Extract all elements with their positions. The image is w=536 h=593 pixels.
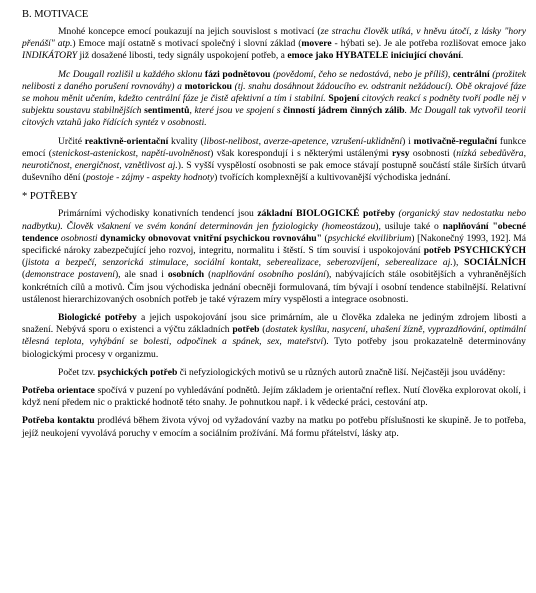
- paragraph-reaktivni-kvality: Určité reaktivně-orientační kvality (libost-nelibost, averze-apetence, vzrušení-uklidnění) i motivačně-regulační funkce emocí (stenickost-astenickost, napětí-uvolněnost) však korespondují i s některými ustálenými rysy osobnosti (nízká sebedůvěra, neurotičnost, energičnost, vznětlivost aj.). S vyšší vyspělostí osobnosti se pak emoce stávají postupně součástí stále širších útvarů duševního dění (postoje - zájmy - aspekty hodnoty) tvořících komplexnější a kultivovanější východiska jednání.: [22, 135, 526, 184]
- paragraph-motivace-intro: Mnohé koncepce emocí poukazují na jejich souvislost s motivací (ze strachu člověk utíká, v hněvu útočí, z lásky "hory přenáší" atp.) Emoce mají ostatně s motivací společný i slovní základ (movere - hýbati se). Je ale potřeba rozlišovat emoce jako INDIKÁTORY již dosažené libosti, tedy signály uspokojení potřeb, a emoce jako HYBATELE iniciující chování.: [22, 26, 526, 62]
- paragraph-mcdougall: Mc Dougall rozlišil u každého sklonu fázi podnětovou (povědomí, čeho se nedostává, nebo je příliš), centrální (prožitek nelibosti z daného porušení rovnováhy) a motorickou (tj. snahu dosáhnout žádoucího ev. odstranit nežádoucí). Obě okrajové fáze se mohou měnit učením, kdežto centrální fáze je čistě afektivní a tím i stabilní. Spojení citových reakcí s podněty tvoří podle něj v subjektu soustavu stabilnějších sentimentů, které jsou ve spojení s činností jádrem činných zálib. Mc Dougall tak vytvořil teorii citových vztahů jako řídících syntéz v osobnosti.: [22, 68, 526, 129]
- paragraph-potreba-orientace: Potřeba orientace spočívá v puzení po vyhledávání podnětů. Jejím základem je orientační reflex. Nutí člověka explorovat okolí, i když není předem nic o praktické hodnotě této snahy. Je pohnutkou např. i k vědecké práci, cestování atp.: [22, 385, 526, 409]
- paragraph-primarni-vychodiska: Primárními východisky konativních tendencí jsou základní BIOLOGICKÉ potřeby (organický stav nedostatku nebo nadbytku). Člověk všaknení ve svém konání determinován jen fyziologicky (homeostázou), usiluje také o naplňování "obecné tendence osobnosti dynamicky obnovovat vnitřní psychickou rovnováhu" (psychické ekvilibrium) [Nakonečný 1993, 192]. Má specifické nároky zabezpečující jeho rozvoj, integritu, normalitu i štěstí. S tím souvisí i uspokojování potřeb PSYCHICKÝCH (jistota a bezpečí, senzorická stimulace, sociální kontakt, seberealizace, seberozvíjení, seberealizace aj.), SOCIÁLNÍCH (demonstrace postavení), ale snad i osobních (naplňování osobního poslání), nabývajících stále osobitějších a vyhraněnějších konkrétních cílů a motivů. Čím jsou východiska jednání obecněji formulovaná, tím bývají i osobní tendence stabilnější. Relativní ustálenost hierarchizovaných osobních potřeb je také výrazem míry vyspělosti a integrace osobnosti.: [22, 208, 527, 305]
- section-heading-potreby: * POTŘEBY: [22, 191, 78, 203]
- paragraph-biologicke-potreby: Biologické potřeby a jejich uspokojování jsou sice primárním, ale u člověka zdaleka ne jediným zdrojem libosti a snažení. Nebývá sporu o existenci a výčtu základních potřeb (dostatek kyslíku, nasycení, uhašení žízně, vyprazdňování, optimální tělesná teplota, vyhýbání se bolesti, odpočinek a spánek, sex, mateřství). Tyto potřeby jsou prokazatelně determinovány biologickými procesy v organizmu.: [22, 312, 527, 360]
- paragraph-potreba-kontaktu: Potřeba kontaktu prodlévá během života vývoj od vyžadování vazby na matku po potřebu příslušnosti ke skupině. Je to potřeba, jejíž neukojení vyvolává poruchy v emocím a sociálním prožívání. Má formu přátelství, lásky atp.: [22, 415, 526, 439]
- paragraph-psychicke-potreby: Počet tzv. psychických potřeb či nefyziologických motivů se u různých autorů značně liší. Nejčastěji jsou uváděny:: [58, 366, 506, 378]
- section-heading-motivace: B. MOTIVACE: [22, 9, 89, 20]
